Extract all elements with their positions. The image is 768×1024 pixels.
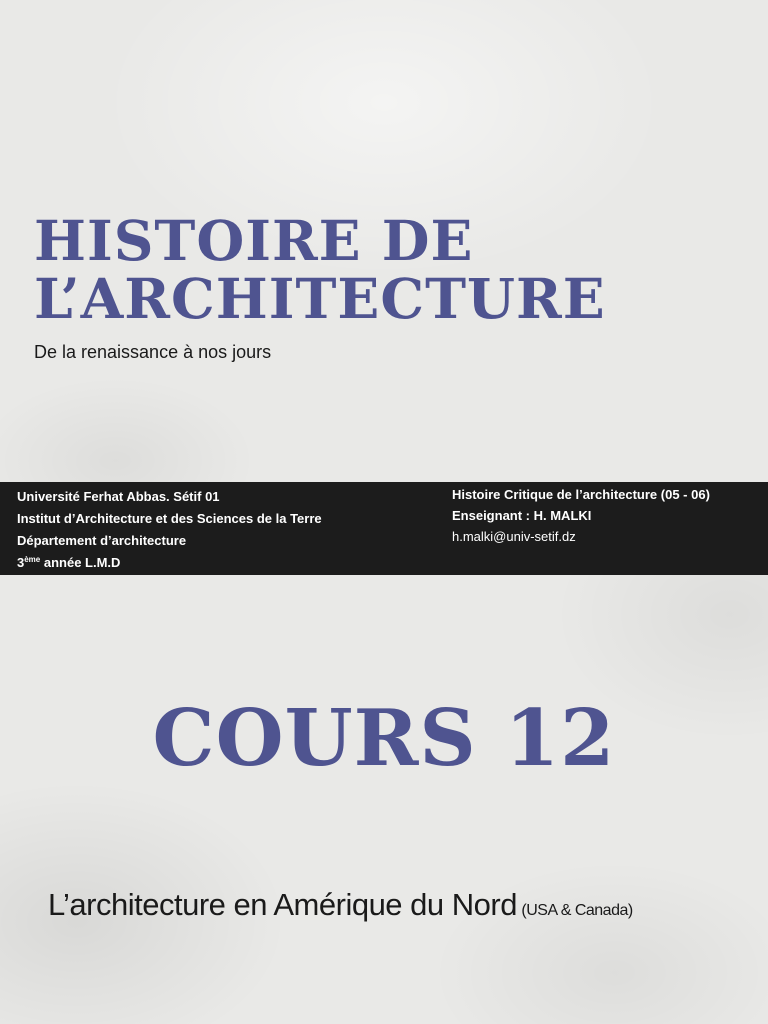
year-number: 3 — [17, 555, 25, 570]
teacher-name: Enseignant : H. MALKI — [452, 508, 592, 523]
academic-year — [17, 552, 322, 574]
year-rest: année L.M.D — [40, 555, 121, 570]
main-title — [34, 208, 606, 331]
institute-name: Institut d’Architecture et des Sciences de la Terre — [17, 511, 322, 526]
course-info — [452, 484, 710, 547]
year-superscript: ème — [24, 555, 41, 564]
info-band — [0, 482, 768, 575]
subtitle: De la renaissance à nos jours — [34, 342, 272, 362]
lesson-topic-note: (USA & Canada) — [521, 902, 633, 919]
lesson-topic-title: L’architecture en Amérique du Nord — [48, 887, 517, 922]
teacher-email: h.malki@univ-setif.dz — [452, 529, 576, 544]
department-name: Département d’architecture — [17, 533, 187, 548]
lesson-topic — [48, 887, 633, 923]
course-name: Histoire Critique de l’architecture (05 - 06) — [452, 487, 710, 502]
institution-info — [17, 486, 322, 574]
lesson-number: COURS 12 — [152, 693, 616, 784]
main-title-line-1: HISTOIRE DE — [34, 208, 474, 273]
university-name: Université Ferhat Abbas. Sétif 01 — [17, 489, 220, 504]
main-title-line-2: L’ARCHITECTURE — [34, 266, 606, 331]
